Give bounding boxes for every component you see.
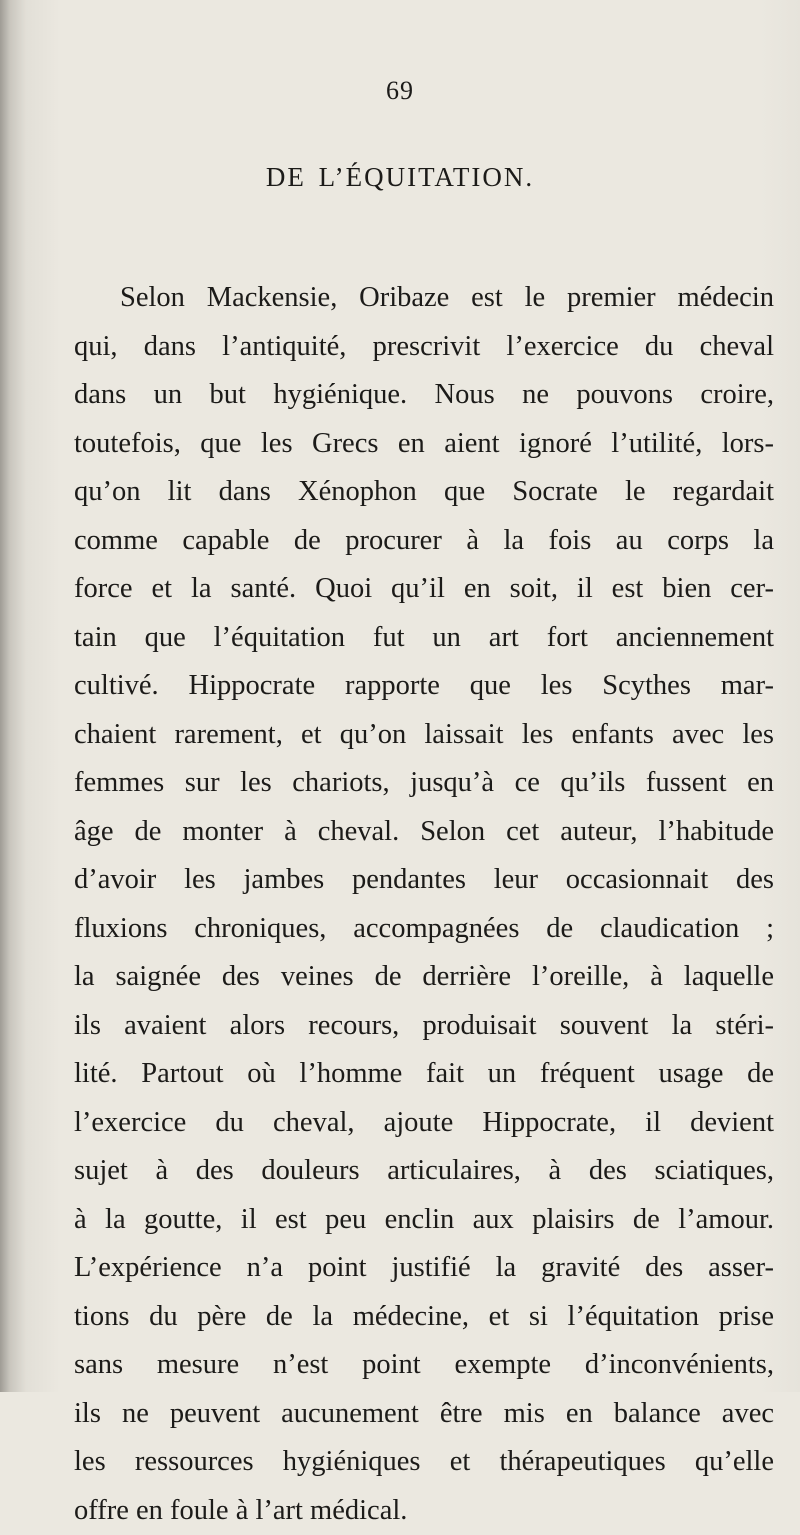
text-line: âge de monter à cheval. Selon cet auteur, l’habitude bbox=[74, 808, 774, 857]
text-line: dans un but hygiénique. Nous ne pouvons croire, bbox=[74, 371, 774, 420]
text-line: cultivé. Hippocrate rapporte que les Scythes mar- bbox=[74, 662, 774, 711]
text-line: la saignée des veines de derrière l’oreille, à laquelle bbox=[74, 953, 774, 1002]
text-line: à la goutte, il est peu enclin aux plaisirs de l’amour. bbox=[74, 1196, 774, 1245]
body-paragraph bbox=[74, 274, 774, 1535]
text-line: les ressources hygiéniques et thérapeutiques qu’elle bbox=[74, 1438, 774, 1487]
text-line: qui, dans l’antiquité, prescrivit l’exercice du cheval bbox=[74, 323, 774, 372]
text-line: lité. Partout où l’homme fait un fréquent usage de bbox=[74, 1050, 774, 1099]
text-line: force et la santé. Quoi qu’il en soit, il est bien cer- bbox=[74, 565, 774, 614]
text-line: qu’on lit dans Xénophon que Socrate le regardait bbox=[74, 468, 774, 517]
text-line: fluxions chroniques, accompagnées de claudication ; bbox=[74, 905, 774, 954]
text-line: offre en foule à l’art médical. bbox=[74, 1487, 774, 1535]
text-line: ils avaient alors recours, produisait souvent la stéri- bbox=[74, 1002, 774, 1051]
text-line: tain que l’équitation fut un art fort anciennement bbox=[74, 614, 774, 663]
text-line: comme capable de procurer à la fois au corps la bbox=[74, 517, 774, 566]
text-line: chaient rarement, et qu’on laissait les enfants avec les bbox=[74, 711, 774, 760]
text-line: toutefois, que les Grecs en aient ignoré l’utilité, lors- bbox=[74, 420, 774, 469]
text-line: l’exercice du cheval, ajoute Hippocrate, il devient bbox=[74, 1099, 774, 1148]
text-line: ils ne peuvent aucunement être mis en balance avec bbox=[74, 1390, 774, 1439]
text-line: d’avoir les jambes pendantes leur occasionnait des bbox=[74, 856, 774, 905]
page-number: 69 bbox=[0, 76, 800, 106]
text-line: sans mesure n’est point exempte d’inconvénients, bbox=[74, 1341, 774, 1390]
text-line: tions du père de la médecine, et si l’équitation prise bbox=[74, 1293, 774, 1342]
text-line: femmes sur les chariots, jusqu’à ce qu’ils fussent en bbox=[74, 759, 774, 808]
chapter-title: DE L’ÉQUITATION. bbox=[0, 162, 800, 193]
text-line: Selon Mackensie, Oribaze est le premier médecin bbox=[74, 274, 774, 323]
text-line: L’expérience n’a point justifié la gravité des asser- bbox=[74, 1244, 774, 1293]
text-line: sujet à des douleurs articulaires, à des sciatiques, bbox=[74, 1147, 774, 1196]
